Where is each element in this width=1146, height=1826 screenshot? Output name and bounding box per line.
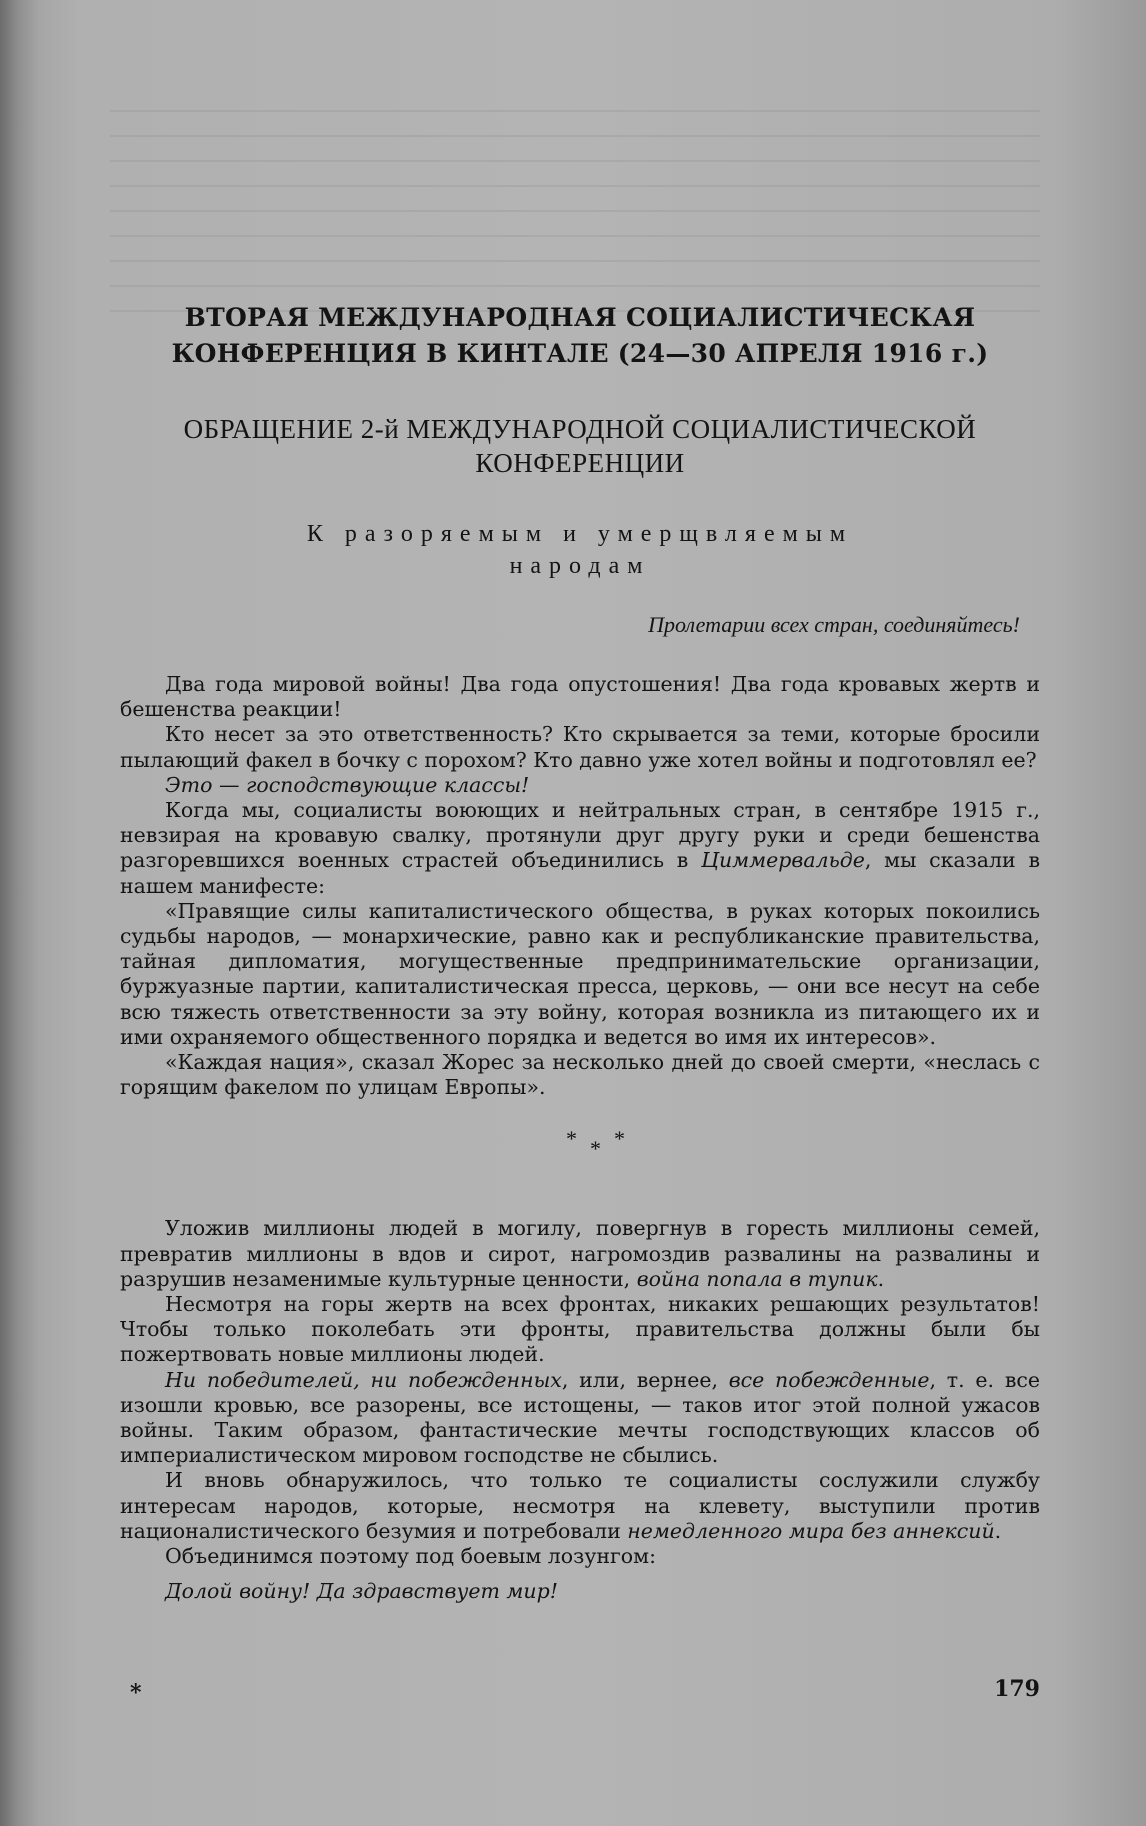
body-block-1 <box>120 672 1040 1100</box>
all-defeated-italic: все побежденные <box>728 1367 930 1392</box>
paragraph-zimmerwald <box>120 798 1040 899</box>
text-area <box>120 300 1040 1605</box>
bleed-through-texture <box>110 110 1040 330</box>
no-victors-italic: Ни победителей, ни побежденных <box>165 1367 562 1392</box>
zimmerwald-text-c: , мы сказали в нашем манифесте: <box>120 848 1040 898</box>
heading-line-1: ВТОРАЯ МЕЖДУНАРОДНАЯ СОЦИАЛИСТИЧЕСКАЯ <box>184 303 976 332</box>
paragraph-jaures-quote: «Каждая нация», сказал Жорес за несколько дней до своей смерти, «неслась с горящим факелом по улицам Европы». <box>120 1050 1040 1100</box>
asterism-divider <box>120 1122 1040 1182</box>
served-text-c: . <box>994 1518 1002 1543</box>
paragraph-manifesto-quote: «Правящие силы капиталистического общества, в руках которых покоились судьбы народов, — монархические, равно как и республиканские правительства, тайная дипломатия, могущественные предпринимательские организации, буржуазные партии, капиталистическая пресса, церковь, — они все несут на себе всю тяжесть ответственности за эту войну, которая возникла из питающего их и ими охраняемого общественного порядка и ведется во имя их интересов». <box>120 898 1040 1049</box>
served-text-a: И вновь обнаружилось, что только те социалисты сослужили службу интересам народов, которые, несмотря на клевету, выступили против националистического безумия и потребовали <box>120 1468 1040 1543</box>
graves-italic: война попала в тупик <box>636 1266 878 1291</box>
paragraph-slogan <box>120 1579 1040 1604</box>
epigraph: Пролетарии всех стран, соединяйтесь! <box>648 612 1020 637</box>
no-victors-text-d: , т. е. все изошли кровью, все разорены, все истощены, — таков итог этой полной ужасов войны. Таким образом, фантастические мечты господствующих классов об империалистическом мировом господстве не сбылись. <box>120 1367 1040 1468</box>
zimmerwald-text-a: Когда мы, социалисты воюющих и нейтральных стран, в сентябре 1915 г., невзирая на кровавую свалку, протянули друг другу руки и среди бешенства разгоревшихся военных страстей объединились в <box>120 798 1040 873</box>
paragraph-no-victors <box>120 1368 1040 1469</box>
asterism-star-middle: * <box>590 1136 601 1162</box>
address-title <box>120 518 1040 582</box>
body-block-2 <box>120 1216 1040 1604</box>
immediate-peace-italic: немедленного мира без аннексий <box>627 1518 995 1543</box>
address-line-2: народам <box>509 553 651 579</box>
asterism-star-right: * <box>614 1126 625 1152</box>
subheading <box>120 412 1040 480</box>
no-victors-text-b: , или, вернее, <box>561 1367 729 1392</box>
paragraph-despite-sacrifices: Несмотря на горы жертв на всех фронтах, никаких решающих результатов! Чтобы только поколебать эти фронты, правительства должны были бы пожертвовать новые миллионы людей. <box>120 1292 1040 1367</box>
page-footer <box>130 1676 1040 1706</box>
paragraph-unite: Объединимся поэтому под боевым лозунгом: <box>165 1544 656 1569</box>
zimmerwald-italic: Циммервальде <box>701 848 865 873</box>
subheading-line-1: ОБРАЩЕНИЕ 2-й МЕЖДУНАРОДНОЙ СОЦИАЛИСТИЧЕСКОЙ <box>183 414 977 444</box>
main-heading <box>120 300 1040 372</box>
paragraph-answer <box>120 773 1040 798</box>
slogan-italic: Долой войну! Да здравствует мир! <box>165 1579 558 1604</box>
heading-line-2: КОНФЕРЕНЦИЯ В КИНТАЛЕ (24—30 АПРЕЛЯ 1916 г.) <box>171 339 989 368</box>
paragraph-socialists-served <box>120 1468 1040 1544</box>
subheading-line-2: КОНФЕРЕНЦИИ <box>475 448 685 478</box>
asterism-star-left: * <box>566 1126 577 1152</box>
address-line-1: К разоряемым и умерщвляемым <box>306 521 854 547</box>
page-number: 179 <box>994 1676 1040 1702</box>
answer-italic: Это — господствующие классы! <box>165 772 530 797</box>
graves-text-c: . <box>877 1266 885 1291</box>
footer-star: * <box>130 1680 142 1706</box>
paragraph-who-is-responsible: Кто несет за это ответственность? Кто скрывается за теми, которые бросили пылающий факел в бочку с порохом? Кто давно уже хотел войны и подготовлял ее? <box>120 722 1040 772</box>
graves-text-a: Уложив миллионы людей в могилу, повергнув в горесть миллионы семей, превратив миллионы в вдов и сирот, нагромоздив развалины на развалины и разрушив незаменимые культурные ценности, <box>120 1216 1040 1291</box>
paragraph-two-years: Два года мировой войны! Два года опустошения! Два года кровавых жертв и бешенства реакции! <box>120 672 1040 722</box>
paragraph-millions-graves <box>120 1216 1040 1292</box>
